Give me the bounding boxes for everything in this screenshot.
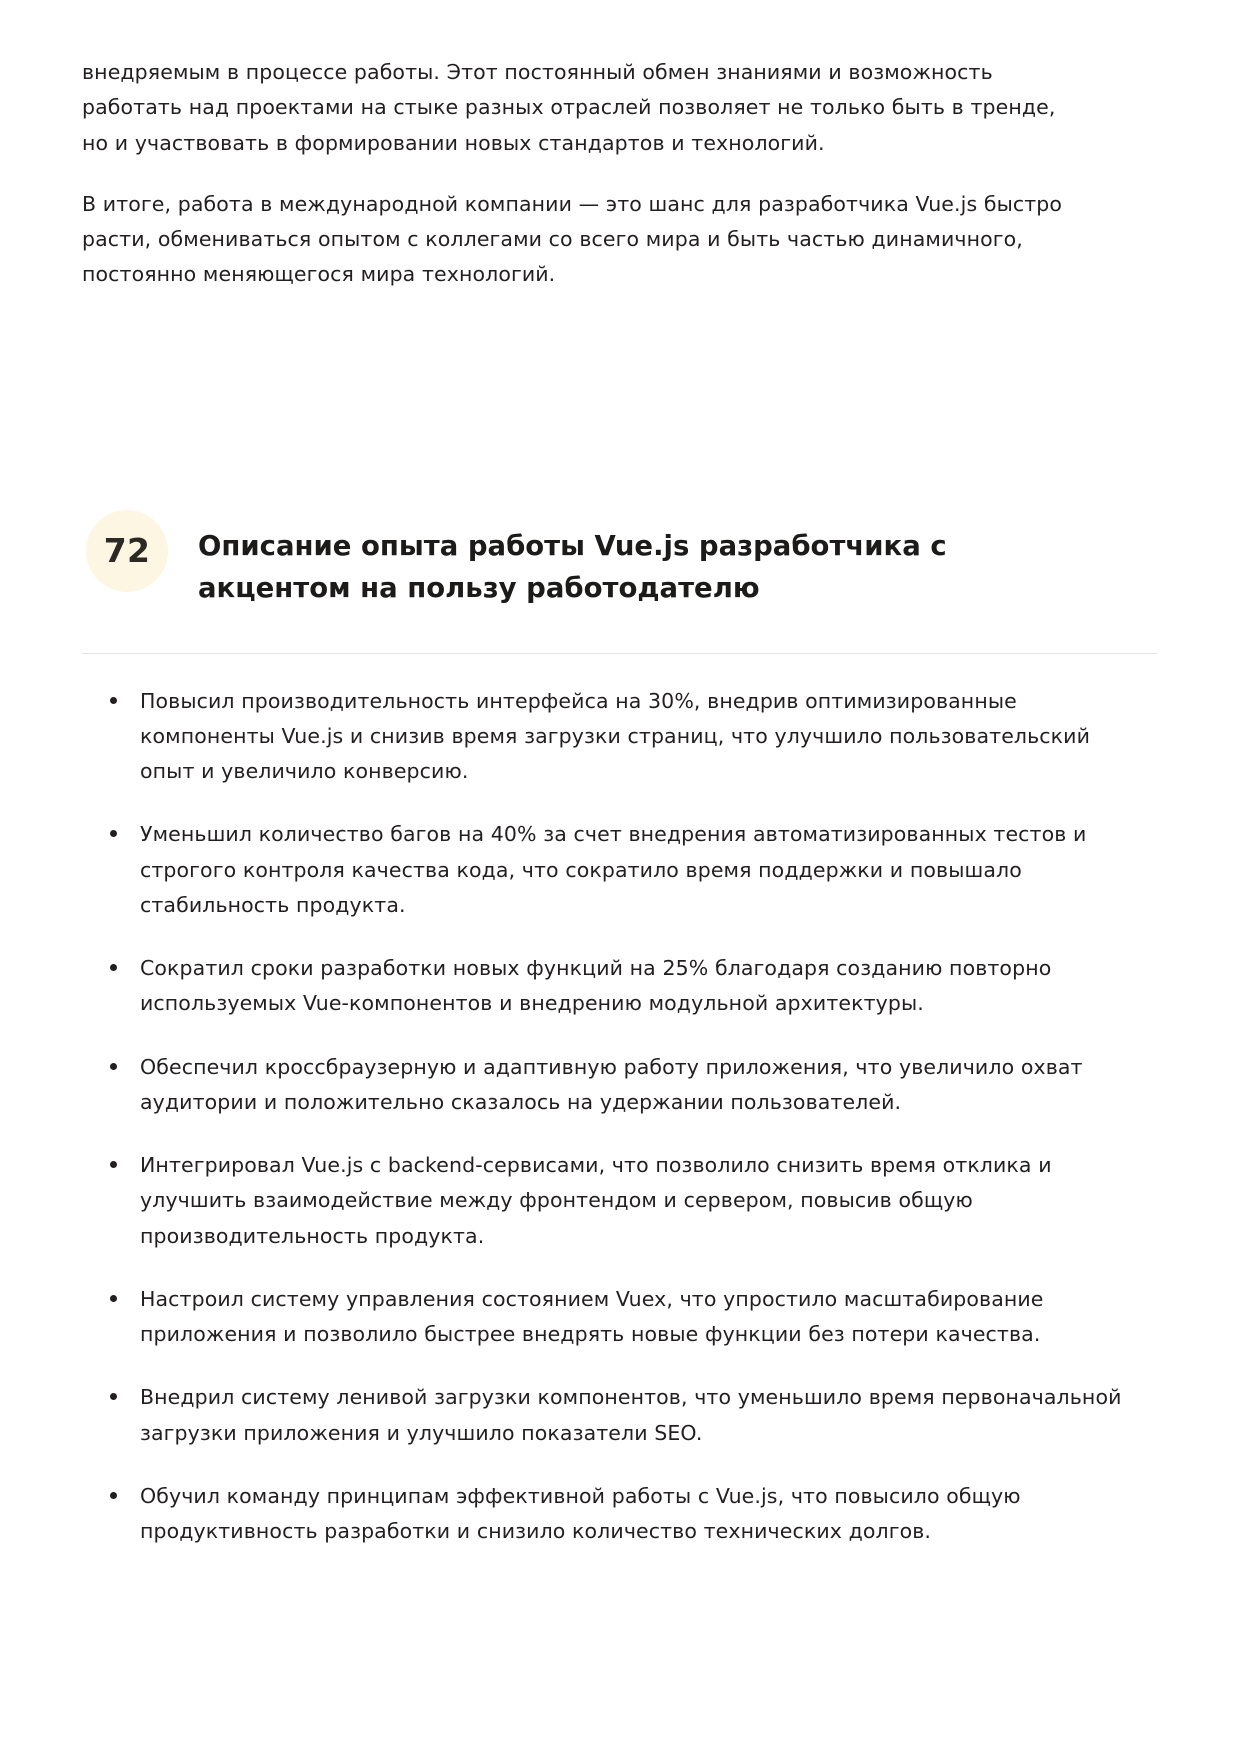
list-item: Уменьшил количество багов на 40% за счет внедрения автоматизированных тестов и строгого контроля качества кода, что сократило время поддержки и повышало стабильность продукта.: [82, 817, 1150, 923]
intro-section: [82, 55, 1157, 293]
list-item: Настроил систему управления состоянием Vuex, что упростило масштабирование приложения и позволило быстрее внедрять новые функции без потери качества.: [82, 1282, 1150, 1353]
intro-paragraph-2: В итоге, работа в международной компании — это шанс для разработчика Vue.js быстро расти, обмениваться опытом с коллегами со всего мира и быть частью динамичного, постоянно меняющегося мира технологий.: [82, 191, 1063, 287]
list-item: Обучил команду принципам эффективной работы с Vue.js, что повысило общую продуктивность разработки и снизило количество технических долгов.: [82, 1479, 1150, 1550]
list-item: Интегрировал Vue.js с backend-сервисами, что позволило снизить время отклика и улучшить взаимодействие между фронтендом и сервером, повысив общую производительность продукта.: [82, 1148, 1150, 1254]
list-item: Внедрил систему ленивой загрузки компонентов, что уменьшило время первоначальной загрузки приложения и улучшило показатели SEO.: [82, 1380, 1150, 1451]
heading-divider: [82, 653, 1157, 654]
section-number: 72: [103, 531, 151, 570]
section-heading-block: [82, 498, 1157, 633]
list-item: Повысил производительность интерфейса на 30%, внедрив оптимизированные компоненты Vue.js и снизив время загрузки страниц, что улучшило пользовательский опыт и увеличило конверсию.: [82, 684, 1150, 790]
intro-paragraph-1: внедряемым в процессе работы. Этот постоянный обмен знаниями и возможность работать над проектами на стыке разных отраслей позволяет не только быть в тренде, но и участвовать в формировании новых стандартов и технологий.: [82, 60, 1056, 155]
section-number-badge: [86, 510, 168, 592]
list-item: Обеспечил кроссбраузерную и адаптивную работу приложения, что увеличило охват аудитории и положительно сказалось на удержании пользователей.: [82, 1050, 1150, 1121]
list-item: Сократил сроки разработки новых функций на 25% благодаря созданию повторно используемых Vue-компонентов и внедрению модульной архитектуры.: [82, 951, 1150, 1022]
achievements-list: [82, 684, 1157, 1550]
section-title: Описание опыта работы Vue.js разработчика с акцентом на пользу работодателю: [198, 530, 947, 605]
